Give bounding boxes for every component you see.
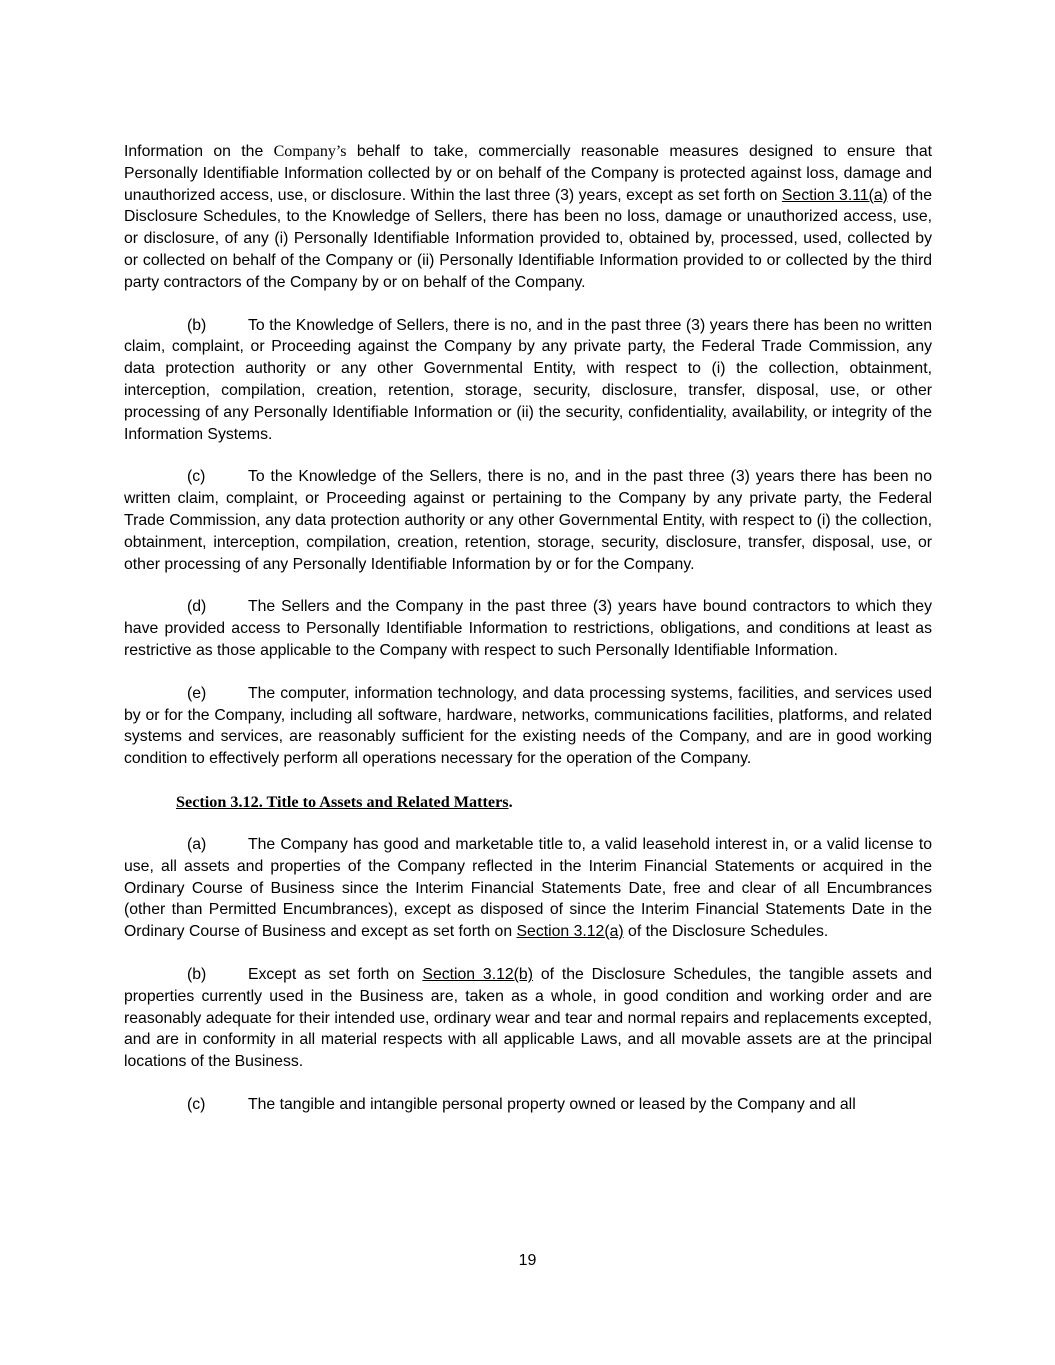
section-3-11a-reference: Section 3.11(a) [781,186,888,204]
intro-company-possessive: Company’s [273,143,347,160]
paragraph-3-11b [124,315,932,446]
paragraph-text: The tangible and intangible personal property owned or leased by the Company and all [248,1095,856,1113]
paragraph-3-12a [124,834,932,943]
paragraph-3-11e [124,683,932,770]
paragraph-label: (d) [187,598,207,616]
intro-paragraph [124,141,932,294]
paragraph-text: The Sellers and the Company in the past three (3) years have bound contractors to which they have provided access to Personally Identifiable Information to restrictions, obligations, and conditions at least as restrictive as those applicable to the Company with respect to such Personally Identifiable Information. [124,598,932,659]
intro-text-part1: Information on the [124,143,274,160]
paragraph-text-part1: Except as set forth on [248,965,423,983]
paragraph-text-part2: of the Disclosure Schedules, the tangible assets and properties currently used in the Business are, taken as a whole, in good condition and working order and are reasonably adequate for their intended use, ordinary wear and tear and normal repairs and replacements excepted, and are in conformity in all material respects with all applicable Laws, and all movable assets are at the principal locations of the Business. [124,965,932,1071]
section-3-12b-reference: Section 3.12(b) [422,965,533,983]
section-3-12-heading [176,791,932,813]
paragraph-text: The computer, information technology, and data processing systems, facilities, and services used by or for the Company, including all software, hardware, networks, communications facilities, platforms, and related systems and services, are reasonably sufficient for the existing needs of the Company, and are in good working condition to effectively perform all operations necessary for the operation of the Company. [124,684,932,768]
section-3-12a-reference: Section 3.12(a) [516,923,624,941]
paragraph-text: To the Knowledge of Sellers, there is no, and in the past three (3) years there has been no written claim, complaint, or Proceeding against the Company by any private party, the Federal Trade Commission, any data protection authority or any other Governmental Entity, with respect to (i) the collection, obtainment, interception, compilation, creation, retention, storage, security, disclosure, transfer, disposal, use, or other processing of any Personally Identifiable Information or (ii) the security, confidentiality, availability, or integrity of the Information Systems. [124,316,932,443]
intro-text-part2: behalf to take, commercially reasonable measures designed to ensure that Personally Identifiable Information collected by or on behalf of the Company is protected against loss, damage and unauthorized access, use, or disclosure. Within the last three (3) years, except as set forth on [124,143,932,204]
paragraph-3-12b [124,964,932,1073]
paragraph-label: (e) [187,684,207,702]
paragraph-label: (b) [187,316,207,334]
paragraph-label: (c) [187,1095,206,1113]
paragraph-text-part2: of the Disclosure Schedules. [623,923,829,941]
paragraph-text-part1: The Company has good and marketable title to, a valid leasehold interest in, or a valid license to use, all assets and properties of the Company reflected in the Interim Financial Statements or acquired in the Ordinary Course of Business since the Interim Financial Statements Date, free and clear of all Encumbrances (other than Permitted Encumbrances), except as disposed of since the Interim Financial Statements Date in the Ordinary Course of Business and except as set forth on [124,835,932,941]
paragraph-3-12c [124,1094,932,1116]
page-number: 19 [518,1252,537,1269]
paragraph-label: (c) [187,468,206,486]
paragraph-3-11c [124,466,932,575]
intro-text-part3: of the Disclosure Schedules, to the Knowledge of Sellers, there has been no loss, damage or unauthorized access, use, or disclosure, of any (i) Personally Identifiable Information provided to, obtained by, processed, used, collected by or collected on behalf of the Company or (ii) Personally Identifiable Information provided to or collected by the third party contractors of the Company by or on behalf of the Company. [124,186,932,291]
paragraph-label: (b) [187,965,207,983]
paragraph-text: To the Knowledge of the Sellers, there is no, and in the past three (3) years there has been no written claim, complaint, or Proceeding against or pertaining to the Company by any private party, the Federal Trade Commission, any data protection authority or any other Governmental Entity, with respect to (i) the collection, obtainment, interception, compilation, creation, retention, storage, security, disclosure, transfer, disposal, use, or other processing of any Personally Identifiable Information by or for the Company. [124,468,932,573]
section-3-12-heading-period: . [508,792,513,811]
paragraph-3-11d [124,596,932,661]
document-page [124,141,932,1137]
paragraph-label: (a) [187,835,207,853]
section-3-12-heading-text: Section 3.12. Title to Assets and Related Matters [176,792,509,811]
